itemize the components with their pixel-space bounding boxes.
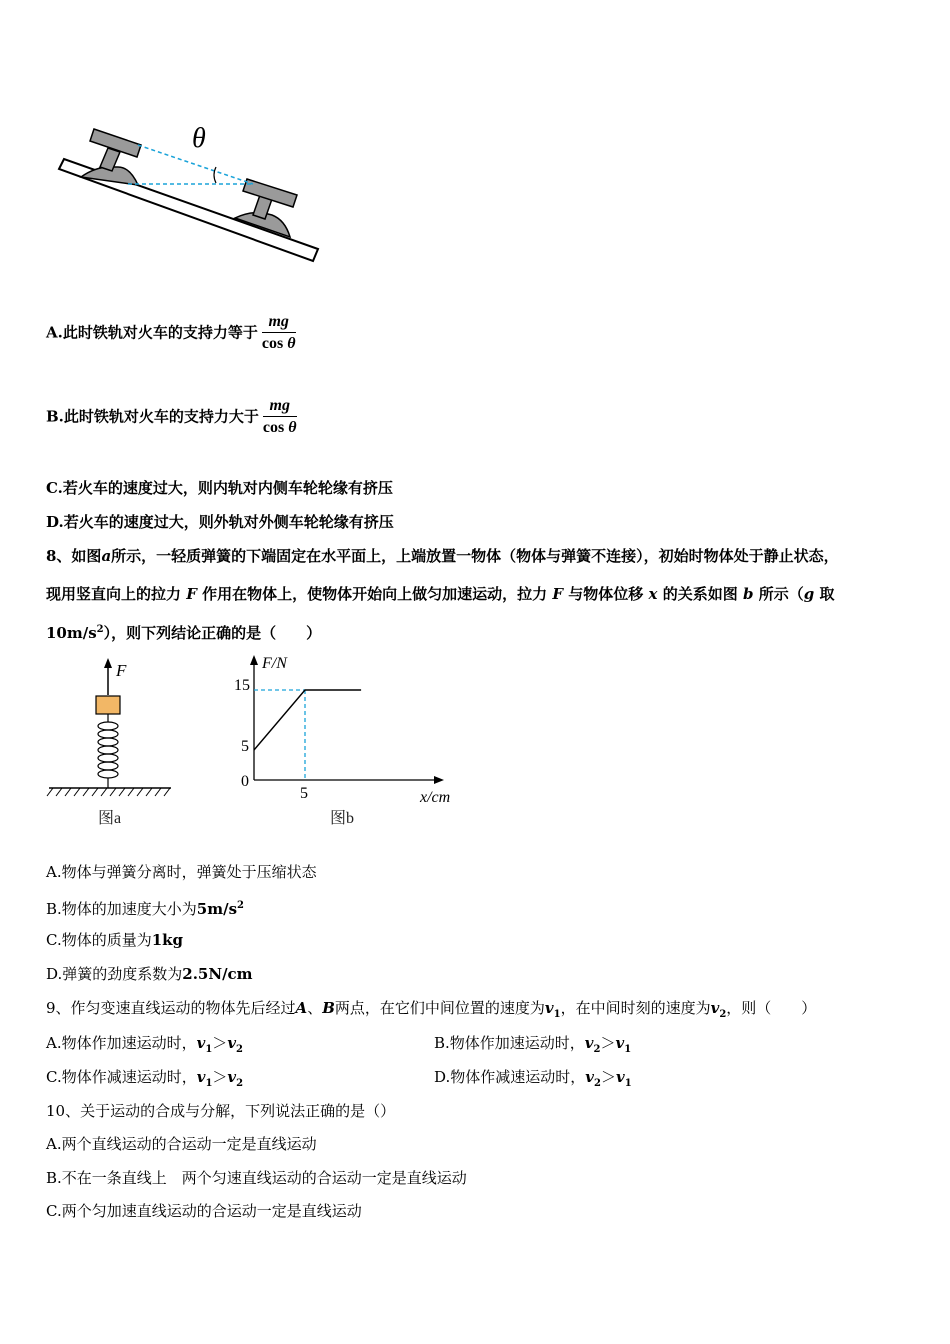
rail-banking-figure — [50, 115, 340, 275]
option-8A: A.物体与弹簧分离时，弹簧处于压缩状态 — [46, 863, 317, 881]
spring-coil — [98, 722, 118, 778]
fraction-denominator — [263, 417, 297, 439]
var-v: v — [227, 1068, 237, 1086]
gt-sign: ＞ — [212, 1034, 228, 1052]
gt-sign: ＞ — [600, 1034, 616, 1052]
figure-b-chart — [230, 648, 470, 838]
q9-text: 、 — [307, 999, 323, 1017]
option-10B: B.不在一条直线上 两个匀速直线运动的合运动一定是直线运动 — [46, 1169, 467, 1187]
option-8D — [46, 964, 253, 984]
fraction-denominator — [262, 333, 296, 355]
y-tick-0: 0 — [241, 773, 249, 790]
x-axis-arrow — [434, 776, 444, 784]
option-9A — [46, 1033, 243, 1060]
var-v: v — [196, 1034, 206, 1052]
q8-var-a: a — [101, 547, 112, 565]
option-9D — [434, 1067, 632, 1094]
option-7B — [46, 396, 297, 439]
figure-a-caption: 图a — [98, 810, 122, 827]
q9-text: 9、作匀变速直线运动的物体先后经过 — [46, 999, 296, 1017]
q9-var-v: v — [544, 999, 554, 1017]
var-v: v — [615, 1068, 625, 1086]
q8-text: 取 — [819, 585, 835, 603]
option-sup: 2 — [237, 900, 244, 911]
option-text: B.物体作加速运动时， — [434, 1034, 585, 1052]
q8-var-g: g — [803, 585, 815, 603]
fraction-numerator: mg — [262, 312, 296, 333]
sub: 1 — [205, 1078, 213, 1089]
q8-text: 作用在物体上，使物体开始向上做匀加速运动，拉力 — [202, 585, 548, 603]
cos-label: cos — [262, 419, 285, 436]
cos-label: cos — [261, 335, 284, 352]
option-8B — [46, 896, 244, 919]
q8-text: ），则下列结论正确的是（ ） — [103, 624, 322, 642]
y-tick-15: 15 — [234, 677, 250, 694]
var-v: v — [585, 1068, 594, 1086]
sub: 1 — [205, 1044, 213, 1055]
fraction-mg-cos — [262, 312, 296, 355]
theta-symbol: θ — [288, 419, 297, 436]
q8-var-F: F — [552, 585, 564, 603]
theta-symbol: θ — [287, 335, 296, 352]
option-text: B.物体的加速度大小为 — [46, 900, 197, 918]
force-arrow-head — [104, 658, 112, 668]
option-text: D.弹簧的劲度系数为 — [46, 965, 183, 983]
q8-stem-line1 — [46, 546, 839, 566]
q9-point-B: B — [322, 999, 335, 1017]
force-label: F — [116, 661, 127, 680]
var-v: v — [227, 1034, 237, 1052]
option-text: D.物体作减速运动时， — [434, 1068, 586, 1086]
option-text: A.物体作加速运动时， — [46, 1034, 197, 1052]
sub: 1 — [624, 1078, 632, 1089]
sub: 1 — [624, 1044, 632, 1055]
block — [96, 696, 120, 714]
q8-text: 的关系如图 — [662, 585, 738, 603]
x-tick-5: 5 — [300, 785, 308, 802]
q8-text: 10m/s — [46, 624, 97, 642]
y-tick-5: 5 — [241, 738, 249, 755]
q9-stem — [46, 998, 816, 1025]
q8-stem-line3 — [46, 620, 321, 643]
series-line-F — [254, 690, 361, 750]
gt-sign: ＞ — [600, 1068, 616, 1086]
fraction-mg-cos — [263, 396, 297, 439]
option-7D: D.若火车的速度过大，则外轨对外侧车轮轮缘有挤压 — [46, 513, 394, 531]
option-8C — [46, 930, 183, 950]
q8-var-b: b — [742, 585, 754, 603]
sub: 2 — [236, 1078, 244, 1089]
sub: 2 — [236, 1044, 243, 1055]
y-axis-arrow — [250, 655, 258, 665]
q8-text: 与物体位移 — [568, 585, 644, 603]
option-10A: A.两个直线运动的合运动一定是直线运动 — [46, 1135, 317, 1153]
option-value: 2.5N/cm — [182, 965, 253, 983]
ground-hatch — [47, 788, 170, 796]
var-v: v — [196, 1068, 206, 1086]
sub: 2 — [593, 1044, 601, 1055]
figure-b-caption: 图b — [330, 810, 355, 827]
option-10C: C.两个匀加速直线运动的合运动一定是直线运动 — [46, 1202, 362, 1220]
angle-arc — [214, 167, 216, 183]
var-v: v — [584, 1034, 594, 1052]
q8-var-F: F — [186, 585, 197, 603]
q8-text: 现用竖直向上的拉力 — [46, 585, 182, 603]
q8-text: 所示，一轻质弹簧的下端固定在水平面上，上端放置一物体（物体与弹簧不连接），初始时物体处于静止状态， — [111, 547, 839, 565]
q10-stem: 10、关于运动的合成与分解，下列说法正确的是（） — [46, 1102, 396, 1120]
option-text: C.物体的质量为 — [46, 931, 152, 949]
gt-sign: ＞ — [212, 1068, 228, 1086]
q9-sub: 2 — [719, 1009, 727, 1020]
x-axis-label: x/cm — [420, 789, 451, 806]
rail-upper — [81, 129, 141, 185]
option-text: C.物体作减速运动时， — [46, 1068, 197, 1086]
option-9B — [434, 1033, 631, 1060]
fraction-numerator: mg — [263, 396, 297, 417]
figure-a-spring — [45, 655, 185, 835]
q8-text: 8、如图 — [46, 547, 102, 565]
option-value: 1kg — [151, 931, 184, 949]
option-value: 5m/s — [196, 900, 238, 918]
q8-sup: 2 — [96, 624, 104, 635]
var-v: v — [615, 1034, 625, 1052]
q9-text: 两点，在它们中间位置的速度为 — [334, 999, 545, 1017]
y-axis-label: F/N — [262, 655, 287, 672]
option-9C — [46, 1067, 243, 1094]
q9-text: ，在中间时刻的速度为 — [560, 999, 711, 1017]
q8-var-x: x — [648, 585, 658, 603]
option-7C: C.若火车的速度过大，则内轨对内侧车轮轮缘有挤压 — [46, 479, 393, 497]
sub: 2 — [593, 1078, 601, 1089]
option-7A-text: A.此时铁轨对火车的支持力等于 — [46, 323, 258, 342]
q9-point-A: A — [295, 999, 308, 1017]
q8-text: 所示（ — [758, 585, 804, 603]
option-7B-text: B.此时铁轨对火车的支持力大于 — [46, 407, 259, 426]
q9-var-v: v — [710, 999, 720, 1017]
option-7A — [46, 312, 296, 355]
q9-text: ，则（ ） — [726, 999, 817, 1017]
q8-stem-line2 — [46, 584, 834, 604]
theta-label: θ — [192, 123, 206, 154]
q9-sub: 1 — [553, 1009, 561, 1020]
